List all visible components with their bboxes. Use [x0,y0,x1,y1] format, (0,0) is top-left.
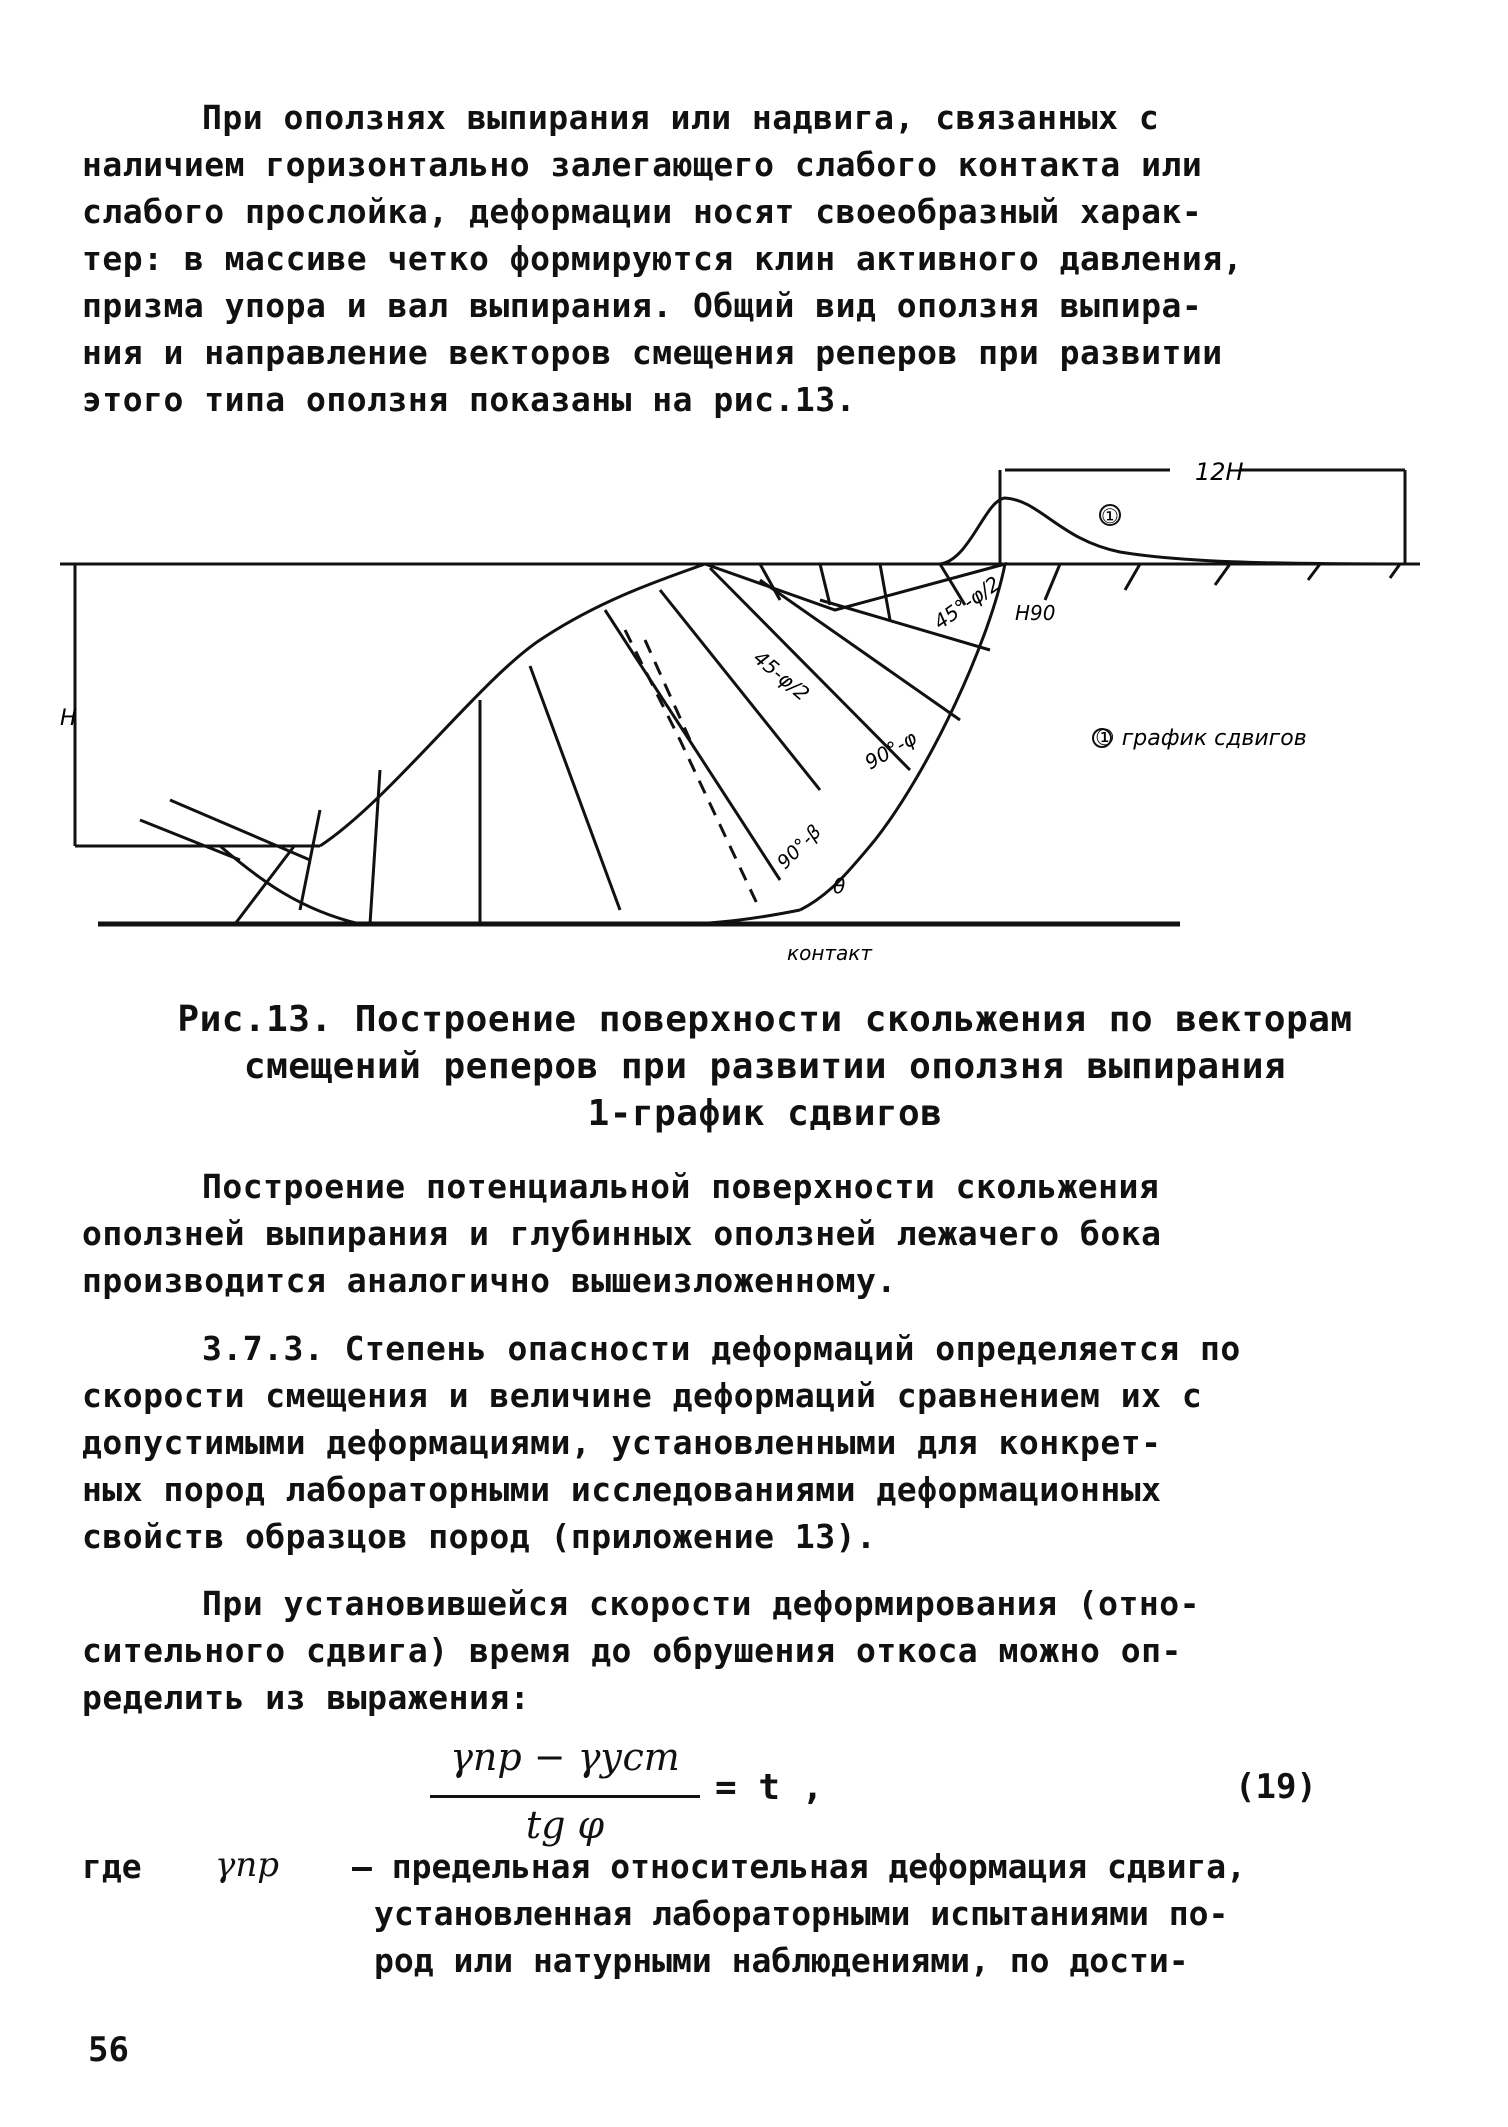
text-line: При оползнях выпирания или надвига, связанных с [202,98,1160,137]
caption-line: Рис.13. Построение поверхности скольжения по векторам [177,999,1353,1040]
landslide-figure [60,440,1430,980]
formula-denominator: tg φ [525,1803,605,1847]
label-contact: контакт [787,941,873,965]
paragraph-3-7-3 [82,1325,1241,1560]
label-h90: H90 [1015,601,1056,625]
formula-rhs: = t , [715,1767,824,1808]
text-line: При установившейся скорости деформирования (отно- [202,1584,1201,1623]
text-line: установленная лабораторными испытаниями по- [374,1894,1229,1933]
caption-line: смещений реперов при развитии оползня выпирания [243,1046,1287,1087]
text-line: Построение потенциальной поверхности скольжения [202,1167,1160,1206]
text-line: скорости смещения и величине деформаций сравнением их с [82,1376,1203,1415]
paragraph-deformation-rate [82,1580,1200,1721]
text-line: производится аналогично вышеизложенному. [82,1261,897,1300]
where-definition [352,1843,1246,1984]
label-90-beta: 90°-β [772,820,826,874]
text-line: род или натурными наблюдениями, по дости- [374,1941,1189,1980]
text-line: ния и направление векторов смещения реперов при развитии [82,333,1223,372]
text-line: наличием горизонтально залегающего слабого контакта или [82,145,1203,184]
label-theta: θ [833,874,846,898]
text-line: сительного сдвига) время до обрушения откоса можно оп- [82,1631,1182,1670]
paragraph-construction [82,1163,1162,1304]
label-12h: 12H [1195,458,1244,486]
text-line: допустимыми деформациями, установленными для конкрет- [82,1423,1162,1462]
text-line: слабого прослойка, деформации носят своеобразный харак- [82,192,1203,231]
caption-line: 1-график сдвигов [587,1093,943,1134]
shift-graph-curve [940,498,1420,564]
label-h: H [60,706,77,731]
figure-caption [105,996,1425,1137]
text-line: 3.7.3. Степень опасности деформаций определяется по [202,1329,1241,1368]
label-circle-1: ① [1101,504,1119,528]
text-line: ределить из выражения: [82,1678,531,1717]
fraction-bar [430,1795,700,1798]
paragraph-intro [82,94,1243,423]
text-line: свойств образцов пород (приложение 13). [82,1517,877,1556]
text-line: призма упора и вал выпирания. Общий вид оползня выпира- [82,286,1203,325]
page-number: 56 [88,2030,129,2070]
text-line: этого типа оползня показаны на рис.13. [82,380,856,419]
legend-shift-graph: ① график сдвигов [1095,726,1307,751]
label-90-phi: 90°-φ [860,725,921,775]
where-symbol: γпр [215,1845,279,1885]
formula-19 [420,1735,980,1855]
text-line: тер: в массиве четко формируются клин активного давления, [82,239,1243,278]
label-angle-45-phi: 45°-φ/2 [929,571,1005,635]
label-angle-45: 45-φ/2 [748,645,815,706]
figure-drawing [60,440,1430,980]
text-line: оползней выпирания и глубинных оползней лежачего бока [82,1214,1162,1253]
where-word: где [82,1847,142,1886]
formula-numerator: γпр − γуст [450,1735,680,1779]
text-line: ных пород лабораторными исследованиями деформационных [82,1470,1162,1509]
equation-number: (19) [1235,1767,1317,1807]
text-line: – предельная относительная деформация сдвига, [352,1847,1247,1886]
